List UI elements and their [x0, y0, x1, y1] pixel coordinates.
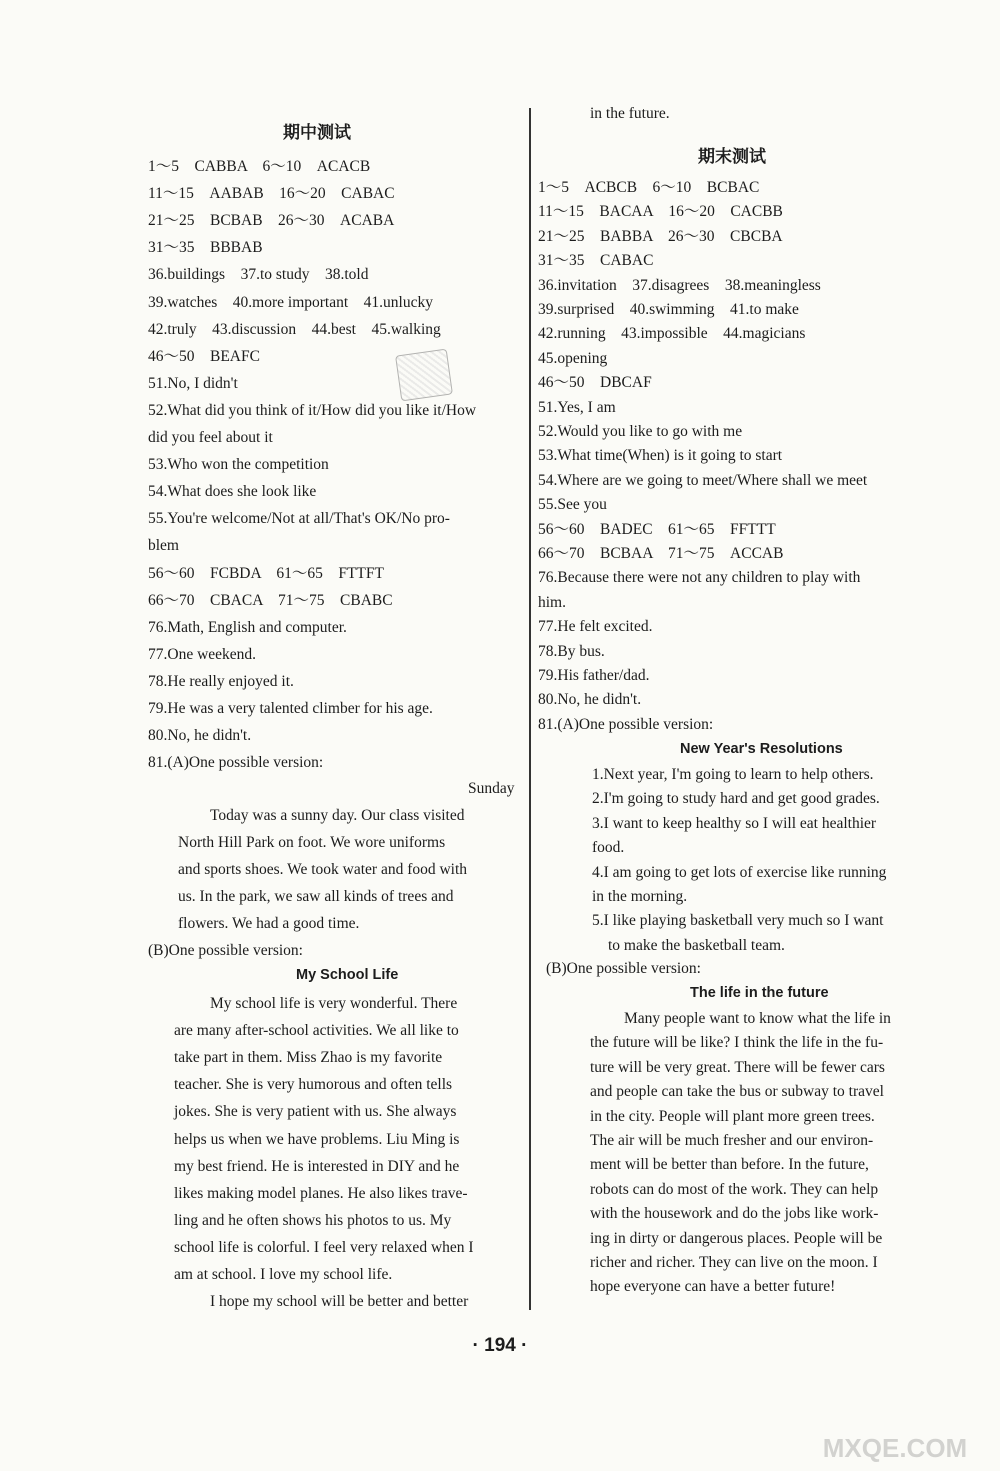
answer-line: 54.What does she look like: [148, 483, 317, 501]
answer-line: 21～25 BCBAB 26～30 ACABA: [148, 212, 395, 230]
answer-line: 52.Would you like to go with me: [538, 423, 743, 440]
essay-title: New Year's Resolutions: [680, 741, 843, 757]
answer-line: 66～70 CBACA 71～75 CBABC: [148, 591, 393, 609]
answer-line: 46～50 BEAFC: [148, 347, 260, 365]
essay-line: my best friend. He is interested in DIY and he: [174, 1157, 460, 1175]
essay-line: The air will be much fresher and our environ-: [590, 1132, 874, 1149]
essay-line: richer and richer. They can live on the moon. I: [590, 1254, 878, 1271]
answer-line: 54.Where are we going to meet/Where shall we meet: [538, 471, 868, 489]
essay-line: ing in dirty or dangerous places. People will be: [590, 1229, 883, 1247]
answer-line: 11～15 AABAB 16～20 CABAC: [148, 185, 395, 203]
essay-line: with the housework and do the jobs like work-: [590, 1205, 879, 1223]
essay-line: ling and he often shows his photos to us. My: [174, 1211, 452, 1229]
essay-line: the future will be like? I think the life in the fu-: [590, 1034, 884, 1052]
resolution-line: in the morning.: [592, 888, 688, 905]
answer-line: 55.You're welcome/Not at all/That's OK/No pro-: [148, 510, 450, 528]
essay-title: My School Life: [296, 967, 399, 983]
resolution-line: 5.I like playing basketball very much so I want: [592, 912, 884, 930]
resolution-line: food.: [592, 839, 625, 857]
essay-line: are many after-school activities. We all like to: [174, 1022, 459, 1040]
answer-line: 42.truly 43.discussion 44.best 45.walking: [148, 320, 441, 338]
stamp-mark: [395, 349, 453, 402]
answer-line: 81.(A)One possible version:: [538, 715, 714, 733]
answer-line: 55.See you: [538, 496, 607, 514]
answer-line: 39.watches 40.more important 41.unlucky: [148, 293, 433, 311]
answer-line: 39.surprised 40.swimming 41.to make: [538, 301, 799, 318]
answer-line: 80.No, he didn't.: [148, 727, 252, 745]
answer-line: did you feel about it: [148, 429, 273, 446]
essay-line: in the city. People will plant more green trees.: [590, 1107, 875, 1125]
answer-line: 46～50 DBCAF: [538, 374, 652, 392]
answer-line: 53.What time(When) is it going to start: [538, 447, 783, 465]
answer-line: 76.Because there were not any children to play with: [538, 569, 861, 587]
answer-line: 66～70 BCBAA 71～75 ACCAB: [538, 545, 784, 562]
essay-line: us. In the park, we saw all kinds of trees and: [178, 888, 454, 906]
answer-line: 56～60 FCBDA 61～65 FTTFT: [148, 564, 384, 582]
essay-line: am at school. I love my school life.: [174, 1266, 393, 1283]
answer-line: 31～35 BBBAB: [148, 239, 263, 257]
answer-line: 51.Yes, I am: [538, 398, 616, 416]
essay-line: likes making model planes. He also likes trave-: [174, 1184, 468, 1202]
section-title-midterm: 期中测试: [283, 123, 351, 143]
essay-line: My school life is very wonderful. There: [210, 995, 458, 1012]
answer-line: 52.What did you think of it/How did you like it/How: [148, 401, 477, 419]
part-b-label: (B)One possible version:: [546, 960, 701, 977]
answer-line: 11～15 BACAA 16～20 CACBB: [538, 203, 783, 221]
resolution-line: 4.I am going to get lots of exercise like running: [592, 863, 887, 881]
essay-line: helps us when we have problems. Liu Ming is: [174, 1130, 460, 1148]
essay-line: jokes. She is very patient with us. She always: [174, 1103, 457, 1121]
essay-line: Many people want to know what the life in: [624, 1010, 891, 1027]
answer-line: blem: [148, 537, 179, 555]
essay-line: ment will be better than before. In the future,: [590, 1156, 869, 1174]
essay-line: hope everyone can have a better future!: [590, 1278, 836, 1296]
resolution-line: 2.I'm going to study hard and get good grades.: [592, 790, 880, 808]
essay-line: flowers. We had a good time.: [178, 915, 360, 933]
watermark-logo: [800, 1385, 990, 1465]
essay-line: take part in them. Miss Zhao is my favorite: [174, 1049, 443, 1067]
page-number: · 194 ·: [472, 1335, 528, 1356]
answer-line: 1～5 CABBA 6～10 ACACB: [148, 158, 371, 175]
section-title-final: 期末测试: [698, 147, 766, 167]
resolution-line: 3.I want to keep healthy so I will eat healthier: [592, 814, 877, 832]
answer-line: 79.His father/dad.: [538, 667, 650, 684]
essay-line: Today was a sunny day. Our class visited: [210, 807, 465, 824]
answer-line: 76.Math, English and computer.: [148, 618, 347, 636]
answer-line: 51.No, I didn't: [148, 374, 238, 392]
answer-line: 81.(A)One possible version:: [148, 754, 324, 772]
answer-line: 79.He was a very talented climber for his age.: [148, 700, 433, 717]
answer-line: 21～25 BABBA 26～30 CBCBA: [538, 227, 783, 245]
answer-line: 78.By bus.: [538, 642, 605, 660]
answer-line: 36.invitation 37.disagrees 38.meaningless: [538, 276, 821, 294]
essay-line: I hope my school will be better and better: [210, 1293, 469, 1311]
answer-line: 56～60 BADEC 61～65 FFTTT: [538, 520, 776, 538]
answer-line: 77.He felt excited.: [538, 618, 653, 636]
resolution-line: to make the basketball team.: [608, 936, 785, 954]
resolution-line: 1.Next year, I'm going to learn to help others.: [592, 766, 874, 783]
answer-line: 78.He really enjoyed it.: [148, 672, 294, 690]
answer-line: 53.Who won the competition: [148, 456, 329, 474]
answer-line: 80.No, he didn't.: [538, 691, 642, 709]
answer-line: 36.buildings 37.to study 38.told: [148, 266, 369, 284]
essay-title: The life in the future: [690, 985, 829, 1001]
essay-line: and people can take the bus or subway to travel: [590, 1083, 884, 1101]
answer-line: 77.One weekend.: [148, 645, 257, 663]
essay-line: teacher. She is very humorous and often tells: [174, 1076, 453, 1094]
essay-line: ture will be very great. There will be fewer cars: [590, 1058, 885, 1076]
answer-line: 42.running 43.impossible 44.magicians: [538, 325, 806, 343]
answer-line: 1～5 ACBCB 6～10 BCBAC: [538, 179, 760, 196]
continuation-line: in the future.: [590, 105, 670, 122]
answer-line: him.: [538, 593, 566, 611]
watermark-text: MXQE.COM: [822, 1433, 968, 1463]
answer-line: 45.opening: [538, 349, 608, 367]
answer-line: 31～35 CABAC: [538, 252, 654, 270]
essay-line: school life is colorful. I feel very relaxed when I: [174, 1238, 474, 1256]
essay-date: Sunday: [468, 780, 515, 797]
part-b-label: (B)One possible version:: [148, 942, 303, 959]
essay-line: North Hill Park on foot. We wore uniforms: [178, 834, 446, 852]
essay-line: robots can do most of the work. They can help: [590, 1180, 879, 1198]
column-divider: [529, 108, 531, 1310]
essay-line: and sports shoes. We took water and food with: [178, 861, 468, 879]
